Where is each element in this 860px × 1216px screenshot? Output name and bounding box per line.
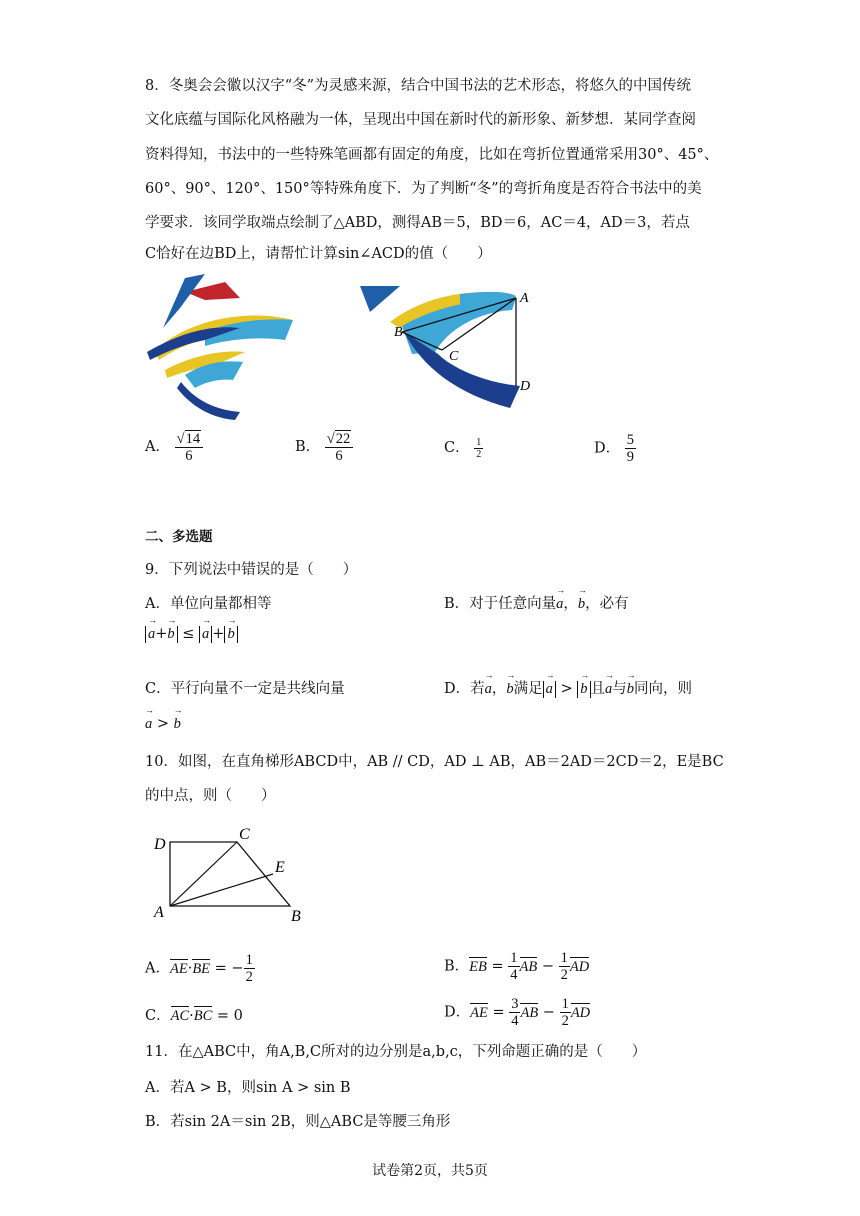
q11-option-b[interactable]: B．若sin 2A＝sin 2B，则△ABC是等腰三角形 bbox=[145, 1114, 451, 1130]
q8-option-b[interactable]: B． $\frac{√22}{6}$ bbox=[295, 430, 353, 464]
q9-stem: 9．下列说法中错误的是（ ） bbox=[145, 562, 358, 578]
label-C: C bbox=[449, 349, 459, 364]
q10-line-1: 10．如图，在直角梯形ABCD中，AB // CD，AD ⊥ AB，AB＝2AD＝2CD＝2，E是BC bbox=[145, 754, 724, 770]
q9-option-c[interactable]: C．平行向量不一定是共线向量 bbox=[145, 681, 345, 697]
label-D: D bbox=[154, 836, 166, 853]
label-C: C bbox=[239, 826, 250, 843]
winter-olympics-emblem-image bbox=[145, 270, 295, 420]
q8-option-d[interactable]: D． $\frac{5}{9}$ bbox=[594, 432, 634, 465]
q8-line-5: 学要求．该同学取端点绘制了△ABD，测得AB＝5，BD＝6，AC＝4，AD＝3，若点 bbox=[145, 215, 690, 231]
q11-stem: 11．在△ABC中，角A,B,C所对的边分别是a,b,c，下列命题正确的是（ ） bbox=[145, 1044, 647, 1060]
q8-option-c[interactable]: C． $\frac{1}{2}$ bbox=[444, 436, 482, 460]
q10-line-2: 的中点，则（ ） bbox=[145, 788, 276, 804]
q8-line-2: 文化底蕴与国际化风格融为一体，呈现出中国在新时代的新形象、新梦想．某同学查阅 bbox=[145, 112, 696, 128]
label-E: E bbox=[275, 859, 285, 876]
page-footer: 试卷第2页，共5页 bbox=[372, 1163, 488, 1179]
q9-option-b[interactable]: B．对于任意向量→ a，→ b，必有 bbox=[444, 592, 629, 613]
q8-line-1: 8．冬奥会会徽以汉字“冬”为灵感来源，结合中国书法的艺术形态，将悠久的中国传统 bbox=[145, 78, 692, 94]
q10-option-a[interactable]: A．AE·BE = − $\frac{1}{2}$ bbox=[145, 952, 253, 985]
q8-line-4: 60°、90°、120°、150°等特殊角度下．为了判断“冬”的弯折角度是否符合书法中的美 bbox=[145, 181, 702, 197]
q8-line-6: C恰好在边BD上，请帮忙计算sin∠ACD的值（ ） bbox=[145, 246, 492, 262]
q9-option-b-formula: → a+→ b ≤ → a +→ b bbox=[145, 626, 238, 643]
label-D: D bbox=[520, 379, 531, 394]
q10-option-d[interactable]: D．AE = $\frac{3}{4}$ AB − $\frac{1}{2}$ AD bbox=[444, 996, 591, 1029]
trapezoid-figure bbox=[145, 822, 315, 927]
label-B: B bbox=[394, 325, 403, 340]
emblem-triangle-figure bbox=[360, 282, 540, 414]
section-title-multiple-choice: 二、多选题 bbox=[145, 529, 213, 545]
label-A: A bbox=[154, 904, 164, 921]
q9-option-d-conclusion: → a > → b bbox=[145, 716, 181, 733]
q9-option-a[interactable]: A．单位向量都相等 bbox=[145, 596, 272, 612]
label-B: B bbox=[291, 908, 301, 925]
q10-option-c[interactable]: C．AC·BC = 0 bbox=[145, 1008, 243, 1024]
label-A: A bbox=[520, 291, 529, 306]
q8-option-a[interactable]: A． $\frac{√14}{6}$ bbox=[145, 430, 203, 464]
q10-option-b[interactable]: B．EB = $\frac{1}{4}$ AB − $\frac{1}{2}$ AD bbox=[444, 950, 590, 983]
q9-option-d[interactable]: D．若→ a，→ b满足→ a > → b 且→ a与→ b同向，则 bbox=[444, 677, 692, 698]
q8-line-3: 资料得知，书法中的一些特殊笔画都有固定的角度，比如在弯折位置通常采用30°、45°、 bbox=[145, 147, 719, 163]
q11-option-a[interactable]: A．若A > B，则sin A > sin B bbox=[145, 1080, 351, 1096]
